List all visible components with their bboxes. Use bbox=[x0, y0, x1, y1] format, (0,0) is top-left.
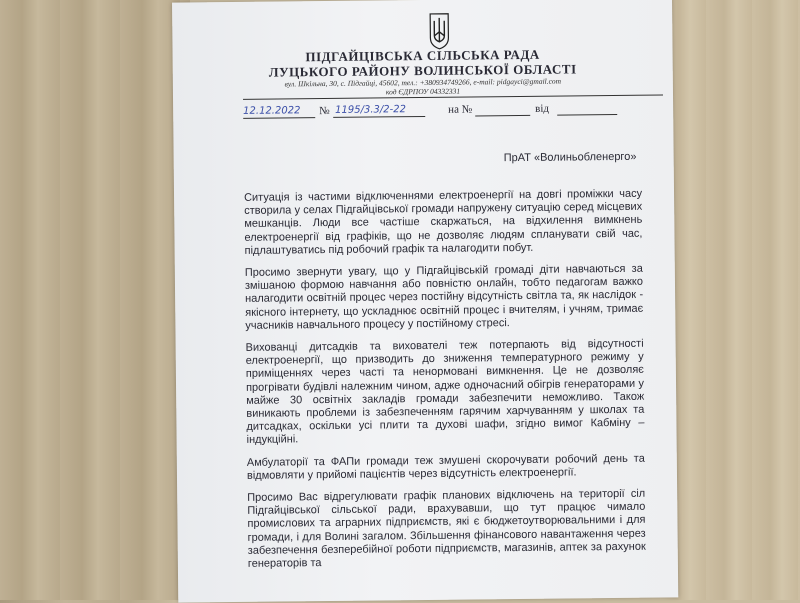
number-label: № bbox=[319, 104, 330, 118]
paragraph: Вихованці дитсадків та вихователі теж потерпають від відсутності електроенергії, що призводить до зниження температурного режиму у приміщеннях через часті та ненормовані вимкнення. Це не дозволяє прогрівати будівлі належним чином, адже одночасний обігрів генераторами у майже 30 освітніх закладів громади забезпечити неможливо. Також виникають проблеми із забезпеченням гарячим харчуванням у школах та дитсадках, оскільки усі плити та духові шафи, згідно вимог Кабміну – індукційні. bbox=[245, 337, 645, 447]
date-underline bbox=[243, 107, 315, 119]
edrpou-code: код ЄДРПОУ 04332331 bbox=[385, 86, 461, 97]
reference-label: на № bbox=[448, 103, 473, 116]
address-line: вул. Шкільна, 30, с. Підгайці, 45602, тел.: +380934749266, e-mail: pidgayci@gmail.com bbox=[284, 76, 562, 89]
trident-emblem-icon bbox=[428, 12, 450, 50]
organization-name-line2: ЛУЦЬКОГО РАЙОНУ ВОЛИНСЬКОЇ ОБЛАСТІ bbox=[268, 61, 577, 80]
letter-body bbox=[244, 188, 646, 580]
paragraph: Амбулаторії та ФАПи громади теж змушені скорочувати робочий день та відмовляти у прийомі пацієнтів через відсутність електроенергії. bbox=[246, 452, 645, 482]
from-label: від bbox=[535, 102, 550, 115]
paragraph: Просимо звернути увагу, що у Підгайцівській громаді діти навчаються за змішаною формою навчання або повністю онлайн, тобто педагогам важко налагодити освітній процес через постійну відсутність світла та, як наслідок - якісного інтернету, що ускладнює освітній процес і вчителям, і учням, тримає учасників навчального процесу у постійному стресі. bbox=[244, 262, 644, 332]
registration-row bbox=[243, 101, 663, 118]
outgoing-date: 12.12.2022 bbox=[243, 105, 301, 117]
paragraph: Просимо Вас відрегулювати графік планових відключень на території сіл Підгайцівської сільської ради, врахувавши, що тут працює чимало промислових та аграрних підприємств, які є бюджетоутворювальними і для громади, і для Волині загалом. Збільшення фінансового навантаження через забезпечення безперебійної роботи підприємств, магазинів, аптек за рахунок генераторів та bbox=[247, 487, 646, 570]
wooden-surface-right bbox=[660, 0, 800, 600]
recipient: ПрАТ «Волиньобленерго» bbox=[503, 150, 637, 165]
reference-underline bbox=[475, 105, 530, 117]
number-underline bbox=[333, 106, 425, 118]
outgoing-number: 1195/3.3/2-22 bbox=[335, 104, 407, 116]
organization-name-line1: ПІДГАЙЦІВСЬКА СІЛЬСЬКА РАДА bbox=[305, 46, 540, 65]
paragraph: Ситуація із частими відключеннями електроенергії на довгі проміжки часу створила у селах Підгайцівської громади напружену ситуацію серед місцевих мешканців. Люди все частіше скаржаться, на відхилення вимкнень електроенергії від графіків, що не дозволяє людям спланувати свій час, підлаштуватись під робочий графік та налагодити побут. bbox=[243, 187, 643, 257]
wooden-surface-left bbox=[0, 0, 190, 600]
from-underline bbox=[557, 104, 617, 116]
letter-sheet bbox=[172, 0, 678, 603]
